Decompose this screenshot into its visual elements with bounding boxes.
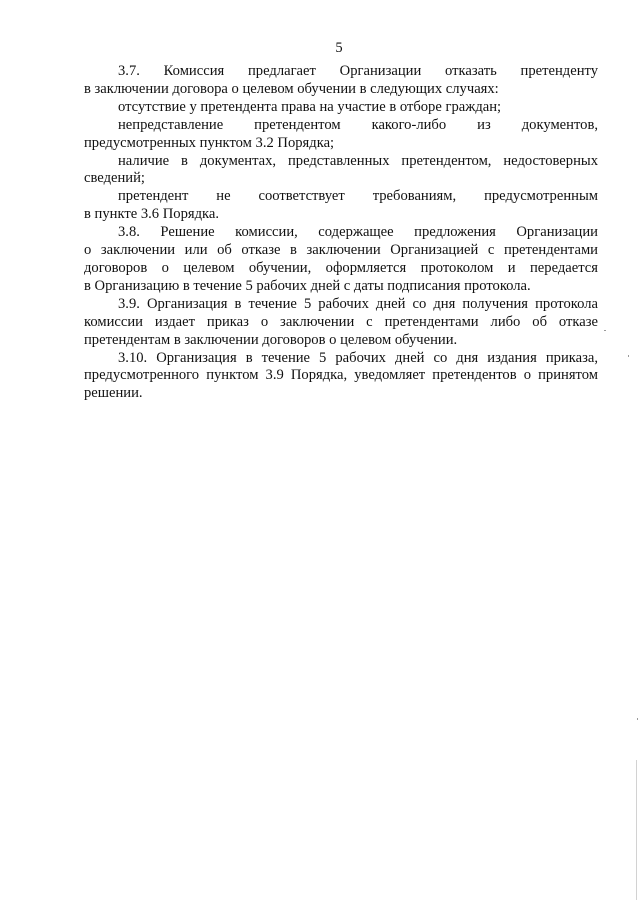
paragraph-line: сведений; [84,170,145,187]
paragraph-line: в пункте 3.6 Порядка. [84,206,220,223]
paragraph-line: наличие в документах, представленных претендентом, недостоверных [118,152,598,169]
scan-artifact [636,760,637,900]
scan-artifact [637,718,638,720]
paragraph-3-9 [84,296,598,350]
list-item-no-documents [84,117,598,153]
paragraph-line: предусмотренного пунктом 3.9 Порядка, уведомляет претендентов о принятом [84,367,598,384]
paragraph-line: претендент не соответствует требованиям, предусмотренным [118,188,598,205]
paragraph-line: в заключении договора о целевом обучении в следующих случаях: [84,80,499,97]
paragraph-line: непредставление претендентом какого-либо из документов, [118,116,598,133]
paragraph-line: договоров о целевом обучении, оформляется протоколом и передается [84,259,598,276]
paragraph-line: 3.10. Организация в течение 5 рабочих дней со дня издания приказа, [118,349,598,366]
scan-artifact [604,330,606,331]
scan-artifact [628,355,629,357]
paragraph-3-10 [84,350,598,404]
paragraph-line: 3.9. Организация в течение 5 рабочих дней со дня получения протокола [118,295,598,312]
document-body [84,63,598,403]
page-number: 5 [335,40,343,56]
paragraph-line: 3.7. Комиссия предлагает Организации отказать претенденту [118,63,598,79]
paragraph-line: претендентам в заключении договоров о целевом обучении. [84,331,458,348]
list-item-not-compliant [84,188,598,224]
paragraph-line: решении. [84,385,143,402]
paragraph-line: предусмотренных пунктом 3.2 Порядка; [84,134,335,151]
paragraph-line: 3.8. Решение комиссии, содержащее предложения Организации [118,224,598,241]
paragraph-line: отсутствие у претендента права на участие в отборе граждан; [118,98,502,115]
paragraph-3-7 [84,63,598,99]
paragraph-line: о заключении или об отказе в заключении Организацией с претендентами [84,242,598,259]
paragraph-line: в Организацию в течение 5 рабочих дней с даты подписания протокола. [84,277,531,294]
paragraph-line: комиссии издает приказ о заключении с претендентами либо об отказе [84,313,598,330]
list-item-false-info [84,153,598,189]
paragraph-3-8 [84,224,598,296]
list-item-no-right [84,99,598,117]
